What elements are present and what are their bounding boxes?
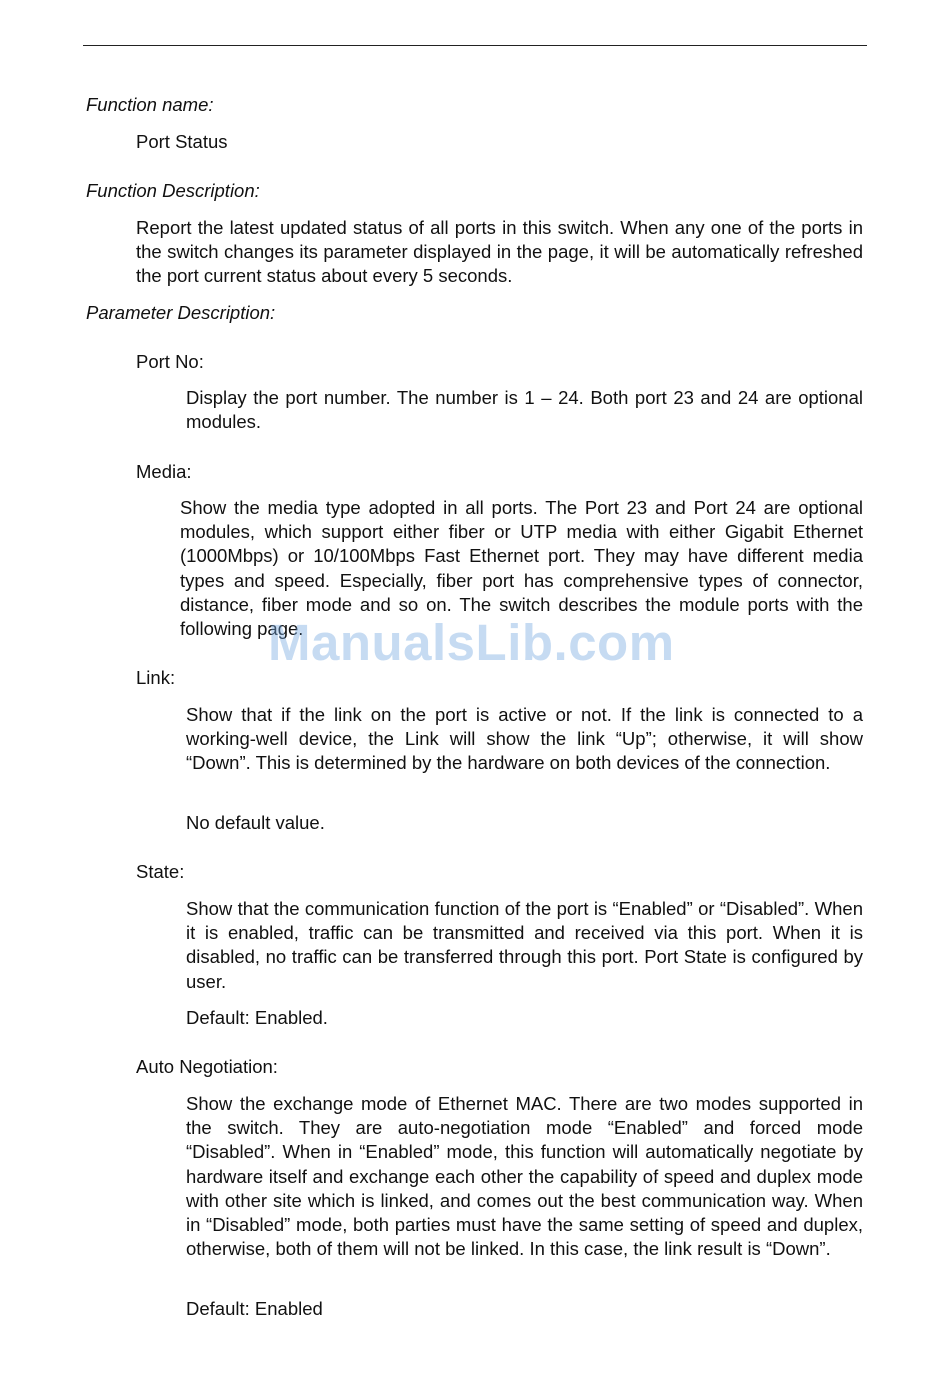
media-label: Media:: [136, 461, 192, 482]
port-no-description: Display the port number. The number is 1 – 24. Both port 23 and 24 are optional modules.: [186, 387, 863, 433]
function-name-heading: Function name:: [86, 94, 214, 115]
port-no-label: Port No:: [136, 351, 204, 372]
header-rule: [83, 45, 867, 46]
link-label: Link:: [136, 667, 176, 688]
state-description: Show that the communication function of the port is “Enabled” or “Disabled”. When it is enabled, traffic can be transmitted and received via this port. When it is disabled, no traffic can be transferred through this port. Port State is configured by user.: [186, 898, 863, 992]
state-default: Default: Enabled.: [186, 1007, 328, 1028]
parameter-description-heading: Parameter Description:: [86, 302, 276, 323]
function-description-text: Report the latest updated status of all ports in this switch. When any one of the ports in the switch changes its parameter displayed in the page, it will be automatically refreshed the port current status about every 5 seconds.: [136, 217, 863, 287]
auto-negotiation-default: Default: Enabled: [186, 1298, 323, 1319]
media-description: Show the media type adopted in all ports. The Port 23 and Port 24 are optional modules, which support either fiber or UTP media with either Gigabit Ethernet (1000Mbps) or 10/100Mbps Fast Ethernet port. They may have different media types and speed. Especially, fiber port has comprehensive types of connector, distance, fiber mode and so on. The switch describes the module ports with the following page.: [180, 497, 863, 640]
function-name-value: Port Status: [136, 131, 228, 152]
function-description-heading: Function Description:: [86, 180, 260, 201]
manualslib-watermark: ManualsLib.com: [268, 614, 675, 671]
auto-negotiation-label: Auto Negotiation:: [136, 1056, 278, 1077]
link-default: No default value.: [186, 812, 325, 833]
link-description: Show that if the link on the port is active or not. If the link is connected to a working-well device, the Link will show the link “Up”; otherwise, it will show “Down”. This is determined by the hardware on both devices of the connection.: [186, 704, 863, 774]
state-label: State:: [136, 861, 185, 882]
auto-negotiation-description: Show the exchange mode of Ethernet MAC. There are two modes supported in the switch. They are auto-negotiation mode “Enabled” and forced mode “Disabled”. When in “Enabled” mode, this function will automatically negotiate by hardware itself and exchange each other the capability of speed and duplex mode with other site which is linked, and comes out the best communication way. When in “Disabled” mode, both parties must have the same setting of speed and duplex, otherwise, both of them will not be linked. In this case, the link result is “Down”.: [186, 1093, 863, 1260]
